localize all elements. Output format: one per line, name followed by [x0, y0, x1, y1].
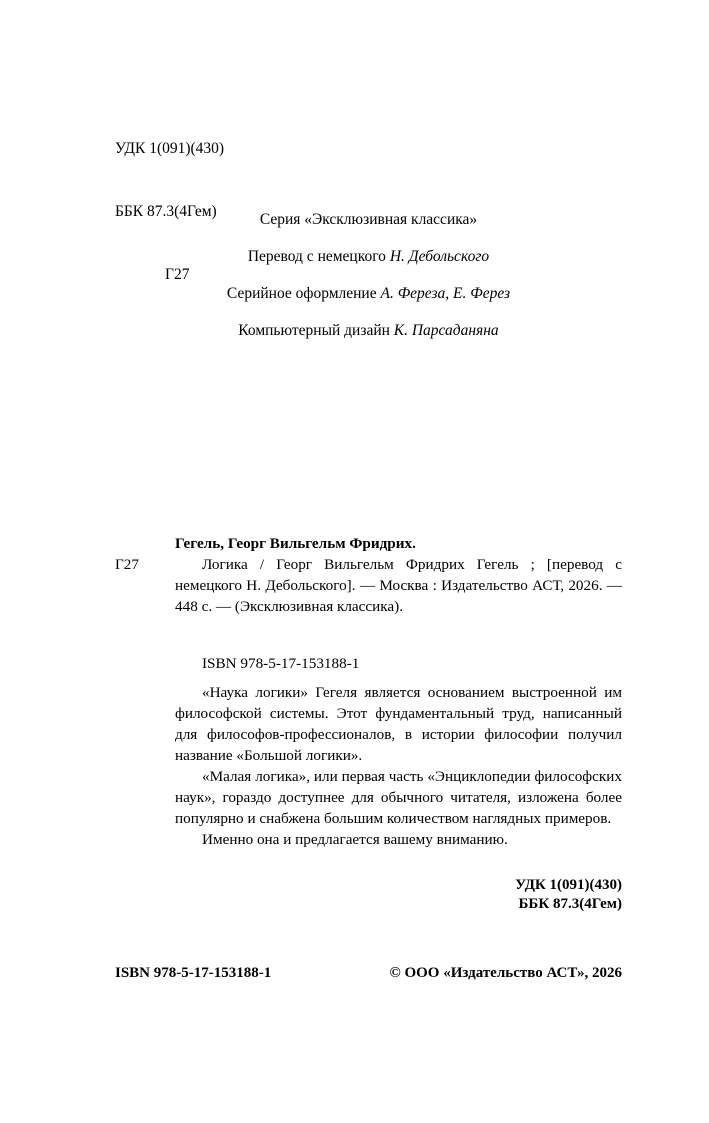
series-designer-names: А. Фереза, Е. Ферез [380, 285, 511, 302]
footer-copyright: © ООО «Издательство АСТ», 2026 [389, 965, 622, 981]
translation-credit-label: Перевод с немецкого [247, 248, 390, 265]
computer-design-label: Компьютерный дизайн [238, 322, 394, 339]
annotation-block [175, 682, 622, 850]
record-shelf-mark: Г27 [115, 556, 139, 573]
shelf-mark-code: Г27 [165, 266, 190, 283]
classification-codes-repeat-block [175, 876, 622, 914]
computer-design-credit [115, 322, 622, 340]
bibliographic-record [115, 533, 622, 617]
bibliographic-description: Логика / Георг Вильгельм Фридрих Гегель ; [перевод с немецкого Н. Дебольского]. — Москва : Издательство АСТ, 2026. — 448 с. — (Эксклюзивная классика). [175, 556, 622, 615]
udk-code: УДК 1(091)(430) [115, 140, 225, 157]
bbk-code-repeat: ББК 87.3(4Гем) [518, 896, 622, 912]
annotation-paragraph: «Малая логика», или первая часть «Энциклопедии философских наук», гораздо доступнее для обычного читателя, изложена более популярно и снабжена большим количеством наглядных примеров. [175, 768, 622, 827]
annotation-paragraph: «Наука логики» Гегеля является основанием выстроенной им философской системы. Этот фундаментальный труд, написанный для философов-профессионалов, в истории философии получил название «Большой логики». [175, 684, 622, 764]
udk-code-repeat: УДК 1(091)(430) [515, 877, 622, 893]
series-credits-block [115, 211, 622, 340]
footer-isbn: ISBN 978-5-17-153188-1 [115, 965, 272, 981]
translator-name: Н. Дебольского [389, 248, 490, 265]
isbn-inner: ISBN 978-5-17-153188-1 [202, 655, 360, 672]
annotation-paragraph: Именно она и предлагается вашему вниманию. [202, 831, 508, 848]
series-line: Серия «Эксклюзивная классика» [259, 211, 478, 228]
bbk-code: ББК 87.3(4Гем) [115, 203, 217, 220]
author-heading: Гегель, Георг Вильгельм Фридрих. [175, 535, 416, 552]
computer-designer-name: К. Парсаданяна [393, 322, 499, 339]
bibliographic-description-wrapper [115, 554, 622, 617]
series-design-label: Серийное оформление [226, 285, 381, 302]
series-design-credit [115, 285, 622, 303]
translation-credit [115, 248, 622, 266]
